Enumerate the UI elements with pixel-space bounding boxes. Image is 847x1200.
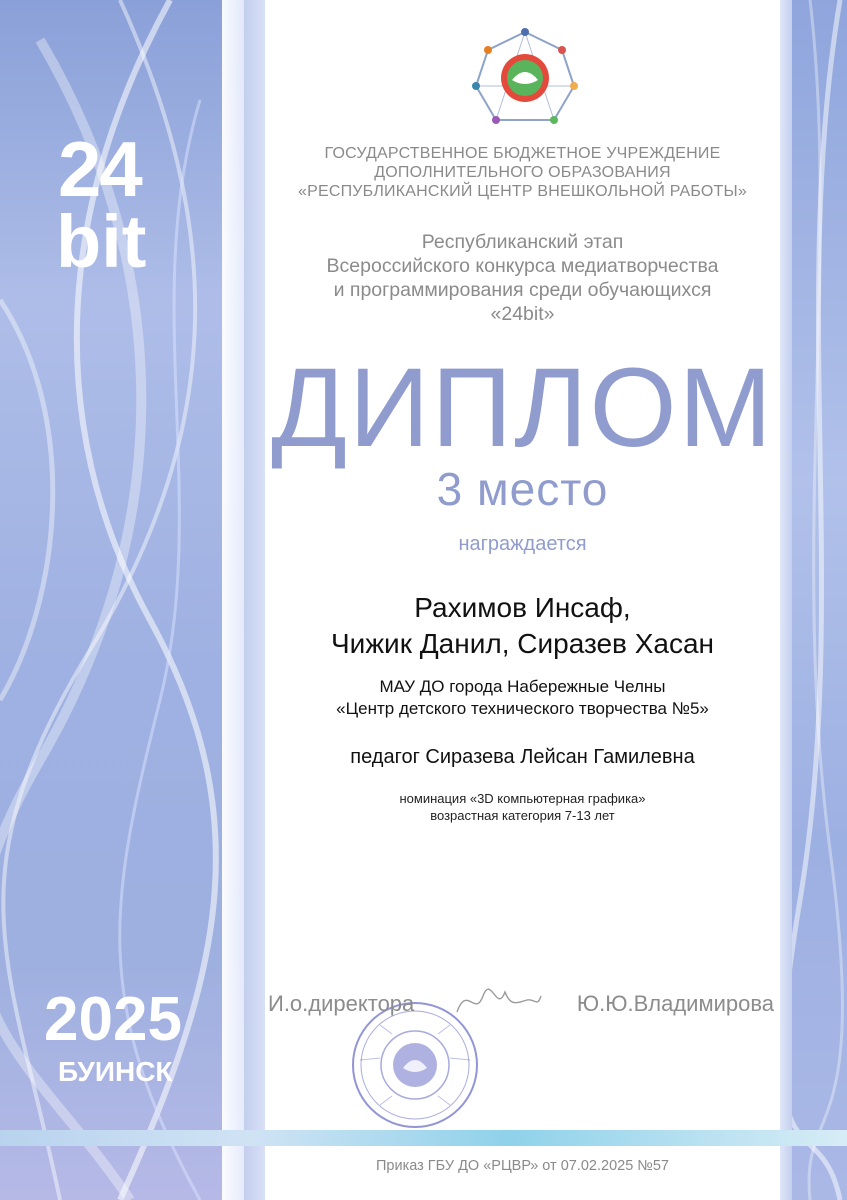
org-line: ДОПОЛНИТЕЛЬНОГО ОБРАЗОВАНИЯ [374,164,671,181]
bottom-strip [0,1130,847,1146]
diploma-title: ДИПЛОМ [271,345,774,470]
institution [265,676,780,720]
recipient-line: Чижик Данил, Сиразев Хасан [331,628,714,659]
nomination: номинация «3D компьютерная графика» [399,791,646,806]
awarded-label: награждается [458,533,587,555]
year: 2025 [44,985,182,1054]
teacher-name: педагог Сиразева Лейсан Гамилевна [350,746,695,768]
recipient-line: Рахимов Инсаф, [414,592,631,623]
place-label: 3 место [436,463,609,515]
brand-number: 24 [58,125,141,213]
emblem-logo [470,28,580,128]
contest-line: и программирования среди обучающихся [333,279,712,301]
nomination-block [265,790,780,824]
institution-line: «Центр детского технического творчества №5» [336,699,709,718]
recipients [265,590,780,662]
contest-line: Республиканский этап [421,231,624,253]
contest-line: «24bit» [490,303,555,325]
contest-description [265,230,780,326]
order-reference: Приказ ГБУ ДО «РЦВР» от 07.02.2025 №57 [375,1158,669,1174]
institution-line: МАУ ДО города Набережные Челны [379,677,666,696]
org-line: «РЕСПУБЛИКАНСКИЙ ЦЕНТР ВНЕШКОЛЬНОЙ РАБОТЫ» [298,183,747,200]
city: БУИНСК [58,1056,173,1087]
brand-suffix: bit [56,200,147,283]
age-category: возрастная категория 7-13 лет [430,808,615,823]
signature-name: Ю.Ю.Владимирова [576,991,774,1016]
org-line: ГОСУДАРСТВЕННОЕ БЮДЖЕТНОЕ УЧРЕЖДЕНИЕ [324,145,721,162]
handwritten-signature [453,978,543,1022]
contest-line: Всероссийского конкурса медиатворчества [326,255,719,277]
right-decorative-band [780,0,847,1200]
signature-title: И.о.директора [268,991,415,1016]
organization-name [265,144,780,201]
